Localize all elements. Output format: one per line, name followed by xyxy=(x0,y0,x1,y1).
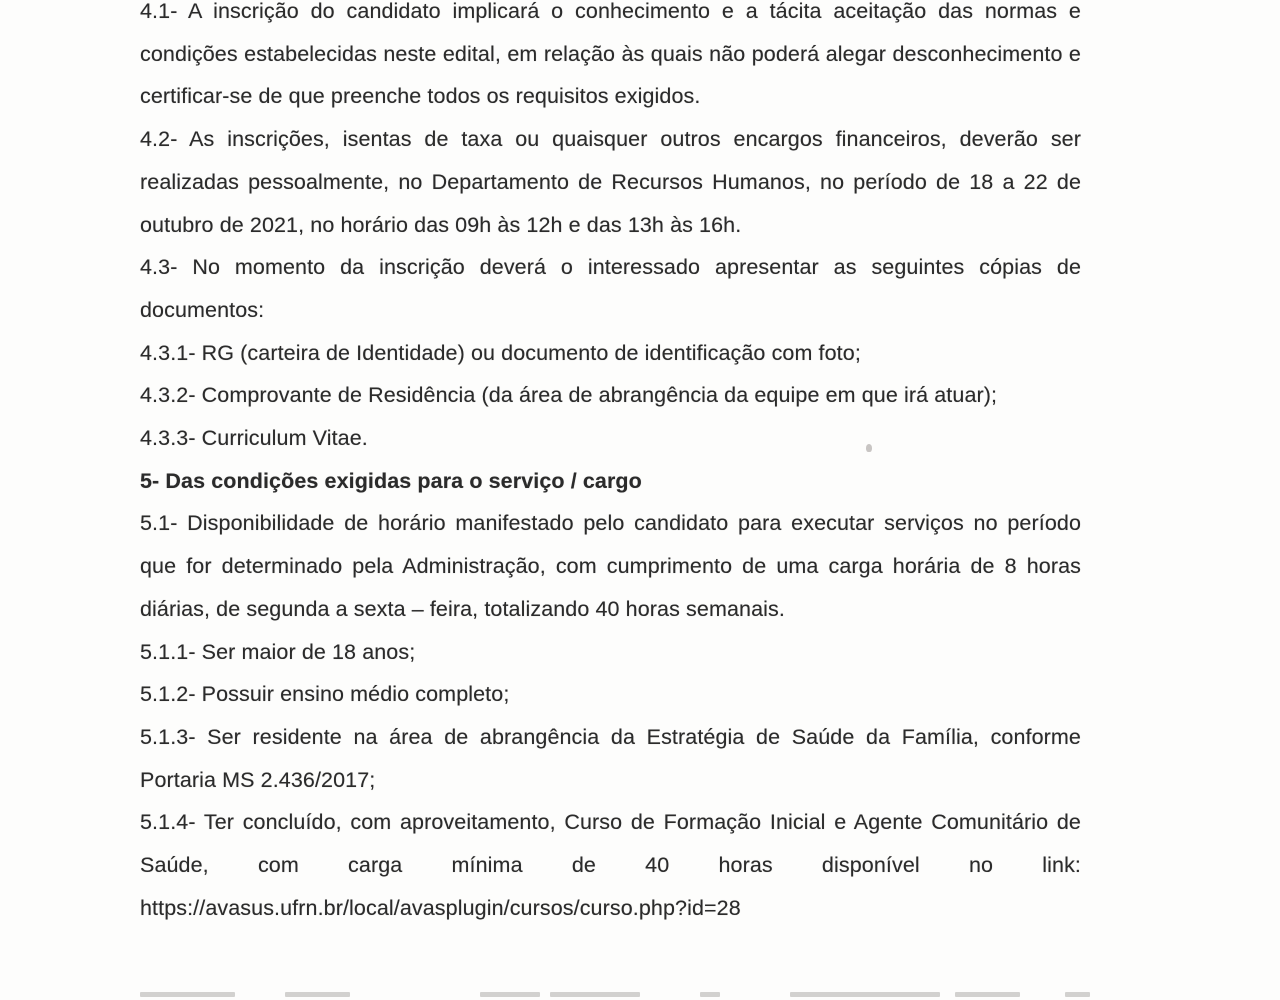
paragraph-4-3-3: 4.3.3- Curriculum Vitae. xyxy=(140,426,368,451)
paragraph-4-3-1: 4.3.1- RG (carteira de Identidade) ou documento de identificação com foto; xyxy=(140,340,861,365)
scan-speck-artifact xyxy=(866,444,872,452)
paragraph-5-1: 5.1- Disponibilidade de horário manifestado pelo candidato para executar serviços no período que for determinado pela Administração, com cumprimento de uma carga horária de 8 horas diárias, de segunda a sexta – feira, totalizando 40 horas semanais. xyxy=(140,511,1081,621)
paragraph-4-3-2: 4.3.2- Comprovante de Residência (da área de abrangência da equipe em que irá atuar); xyxy=(140,383,998,408)
scan-artifact xyxy=(550,992,640,997)
scan-artifact xyxy=(955,992,1020,997)
paragraph-4-2: 4.2- As inscrições, isentas de taxa ou quaisquer outros encargos financeiros, deverão ser realizadas pessoalmente, no Departamento de Recursos Humanos, no período de 18 a 22 de outubro de 2021, no horário das 09h às 12h e das 13h às 16h. xyxy=(140,127,1081,237)
scan-artifact xyxy=(285,992,350,997)
paragraph-4-3: 4.3- No momento da inscrição deverá o interessado apresentar as seguintes cópias de documentos: xyxy=(140,255,1081,322)
section-heading-5: 5- Das condições exigidas para o serviço / cargo xyxy=(140,468,642,493)
paragraph-5-1-1: 5.1.1- Ser maior de 18 anos; xyxy=(140,639,416,664)
scan-artifact xyxy=(790,992,940,997)
paragraph-5-1-4: 5.1.4- Ter concluído, com aproveitamento, Curso de Formação Inicial e Agente Comunitário de Saúde, com carga mínima de 40 horas disponível no link: https://avasus.ufrn.br/local/avasplugin/cursos/curso.php?id=28 xyxy=(140,810,1081,920)
scan-artifact xyxy=(140,992,235,997)
scan-artifact xyxy=(480,992,540,997)
scan-artifact xyxy=(1065,992,1090,997)
document-text-block xyxy=(140,0,1081,929)
paragraph-5-1-3: 5.1.3- Ser residente na área de abrangência da Estratégia de Saúde da Família, conforme Portaria MS 2.436/2017; xyxy=(140,724,1081,792)
paragraph-4-1: 4.1- A inscrição do candidato implicará o conhecimento e a tácita aceitação das normas e condições estabelecidas neste edital, em relação às quais não poderá alegar desconhecimento e certificar-se de que preenche todos os requisitos exigidos. xyxy=(140,0,1081,109)
paragraph-5-1-2: 5.1.2- Possuir ensino médio completo; xyxy=(140,682,510,707)
cutoff-next-line-artifact xyxy=(140,992,1040,1000)
scan-artifact xyxy=(700,992,720,997)
